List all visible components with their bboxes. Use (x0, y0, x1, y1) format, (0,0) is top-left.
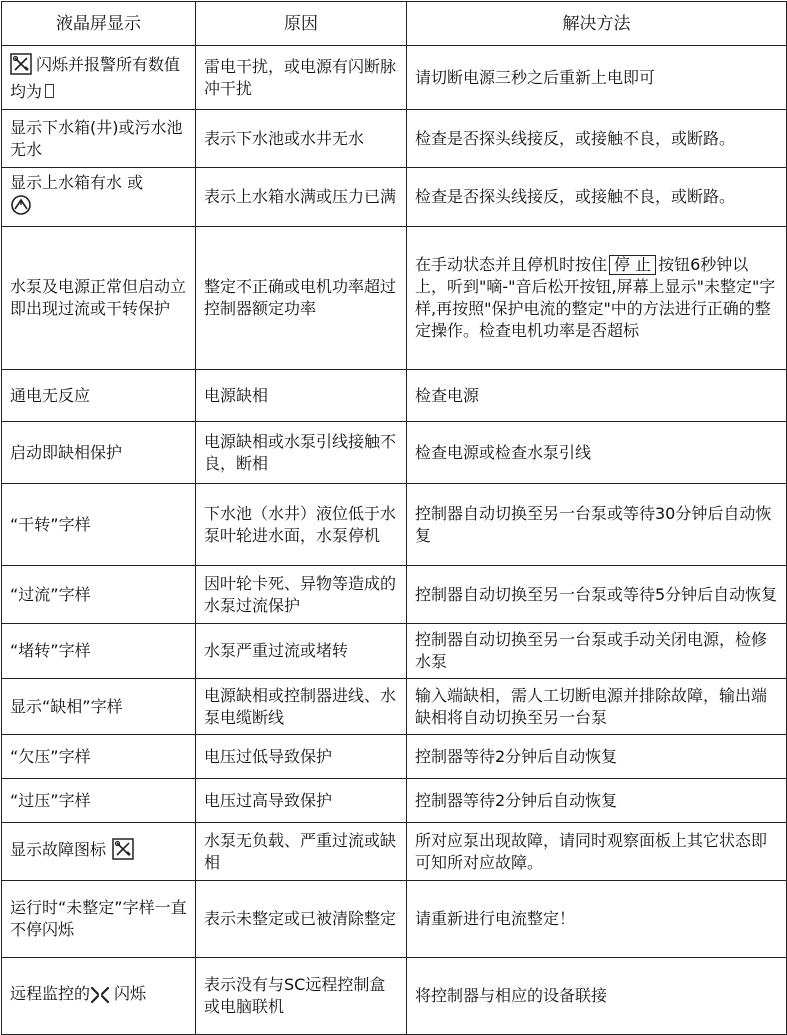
display-cell: 运行时“未整定”字样一直不停闪烁 (2, 881, 196, 958)
display-text: 显示上水箱有水 或 (10, 173, 144, 192)
display-cell: “过流”字样 (2, 566, 196, 624)
solution-cell: 将控制器与相应的设备联接 (407, 958, 787, 1035)
display-text: 闪烁并报警所有数值均为 (10, 54, 181, 101)
cause-cell: 表示未整定或已被清除整定 (196, 881, 407, 958)
table-row (2, 46, 787, 110)
table-row (2, 679, 787, 735)
solution-text: 按钮6秒钟以上，听到"嘀-"音后松开按钮,屏幕上显示"未整定"字样,再按照"保护电流的整定"中的方法进行正确的整定操作。检查电机功率是否超标 (415, 255, 776, 340)
display-cell: 通电无反应 (2, 370, 196, 422)
table-row (2, 624, 787, 679)
solution-cell: 输入端缺相，需人工切断电源并排除故障，输出端缺相将自动切换至另一台泵 (407, 679, 787, 735)
cause-cell: 电源缺相或控制器进线、水泵电缆断线 (196, 679, 407, 735)
fault-table (1, 1, 787, 1035)
table-row (2, 735, 787, 779)
cause-cell: 表示下水池或水井无水 (196, 110, 407, 168)
solution-cell: 请重新进行电流整定！ (407, 881, 787, 958)
table-row (2, 110, 787, 168)
fault-tools-icon (112, 838, 134, 866)
solution-cell: 控制器自动切换至另一台泵或等待5分钟后自动恢复 (407, 566, 787, 624)
cause-cell: 水泵无负载、严重过流或缺相 (196, 823, 407, 881)
display-cell: 启动即缺相保护 (2, 422, 196, 484)
solution-cell (407, 227, 787, 370)
remote-link-icon (90, 986, 110, 1010)
cause-cell: 水泵严重过流或堵转 (196, 624, 407, 679)
cause-cell: 因叶轮卡死、异物等造成的水泵过流保护 (196, 566, 407, 624)
pressure-alarm-icon (10, 194, 32, 222)
cause-cell: 整定不正确或电机功率超过控制器额定功率 (196, 227, 407, 370)
display-cell: “干转”字样 (2, 484, 196, 566)
header-cause: 原因 (196, 2, 407, 46)
header-row (2, 2, 787, 46)
display-cell (2, 168, 196, 227)
table-row (2, 566, 787, 624)
header-solution: 解决方法 (407, 2, 787, 46)
solution-cell: 控制器等待2分钟后自动恢复 (407, 735, 787, 779)
display-cell: “堵转”字样 (2, 624, 196, 679)
solution-cell: 控制器自动切换至另一台泵或手动关闭电源，检修水泵 (407, 624, 787, 679)
solution-text: 在手动状态并且停机时按住 (415, 255, 608, 274)
display-cell: 显示“缺相”字样 (2, 679, 196, 735)
display-text: 显示故障图标 (10, 839, 107, 859)
table-row (2, 779, 787, 823)
table-row (2, 168, 787, 227)
display-cell (2, 46, 196, 110)
display-text: 闪烁 (114, 983, 147, 1003)
solution-cell: 控制器等待2分钟后自动恢复 (407, 779, 787, 823)
placeholder-box-icon (45, 84, 54, 98)
stop-button-label: 停 止 (609, 255, 656, 275)
display-cell: 显示下水箱(井)或污水池无水 (2, 110, 196, 168)
solution-cell: 检查是否探头线接反，或接触不良，或断路。 (407, 168, 787, 227)
cause-cell: 表示没有与SC远程控制盒或电脑联机 (196, 958, 407, 1035)
table-row (2, 370, 787, 422)
display-cell (2, 958, 196, 1035)
cause-cell: 下水池（水井）液位低于水泵叶轮进水面，水泵停机 (196, 484, 407, 566)
table-row (2, 823, 787, 881)
solution-cell: 控制器自动切换至另一台泵或等待30分钟后自动恢复 (407, 484, 787, 566)
cause-cell: 雷电干扰，或电源有闪断脉冲干扰 (196, 46, 407, 110)
fault-tools-icon (10, 53, 32, 81)
cause-cell: 电源缺相 (196, 370, 407, 422)
solution-cell: 所对应泵出现故障，请同时观察面板上其它状态即可知所对应故障。 (407, 823, 787, 881)
table-row (2, 484, 787, 566)
display-cell: 水泵及电源正常但启动立即出现过流或干转保护 (2, 227, 196, 370)
solution-cell: 请切断电源三秒之后重新上电即可 (407, 46, 787, 110)
solution-cell: 检查电源 (407, 370, 787, 422)
table-row (2, 958, 787, 1035)
cause-cell: 电压过低导致保护 (196, 735, 407, 779)
display-text: 远程监控的 (10, 983, 91, 1003)
display-cell: “欠压”字样 (2, 735, 196, 779)
header-display: 液晶屏显示 (2, 2, 196, 46)
cause-cell: 表示上水箱水满或压力已满 (196, 168, 407, 227)
cause-cell: 电源缺相或水泵引线接触不良，断相 (196, 422, 407, 484)
solution-cell: 检查是否探头线接反，或接触不良，或断路。 (407, 110, 787, 168)
display-cell: “过压”字样 (2, 779, 196, 823)
solution-cell: 检查电源或检查水泵引线 (407, 422, 787, 484)
display-cell (2, 823, 196, 881)
table-row (2, 227, 787, 370)
table-row (2, 881, 787, 958)
cause-cell: 电压过高导致保护 (196, 779, 407, 823)
table-row (2, 422, 787, 484)
